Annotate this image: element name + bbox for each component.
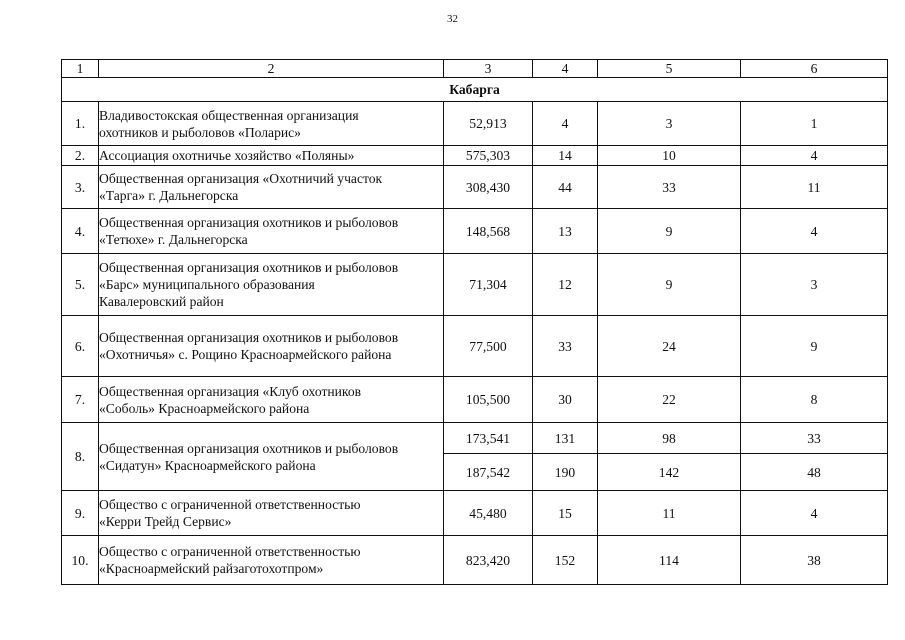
cell-col4: 12 bbox=[533, 254, 598, 316]
organization-name bbox=[99, 377, 444, 423]
name-line: Общественная организация охотников и рыболовов bbox=[99, 440, 399, 456]
column-header: 1 bbox=[62, 60, 99, 78]
name-line: охотников и рыболовов «Поларис» bbox=[99, 124, 301, 140]
organization-name bbox=[99, 316, 444, 377]
cell-col3: 173,541 bbox=[444, 423, 533, 454]
name-line: Общественная организация охотников и рыболовов bbox=[99, 330, 399, 345]
cell-col4: 14 bbox=[533, 146, 598, 166]
row-number: 4. bbox=[62, 209, 99, 254]
cell-col4: 33 bbox=[533, 316, 598, 377]
name-line: «Красноармейский райзаготохотпром» bbox=[99, 561, 324, 576]
name-line: «Охотничья» с. Рощино Красноармейского района bbox=[99, 347, 392, 362]
cell-col4: 4 bbox=[533, 102, 598, 146]
cell-col3: 45,480 bbox=[444, 491, 533, 536]
name-line: «Тарга» г. Дальнегорска bbox=[99, 188, 239, 203]
table-row bbox=[62, 423, 888, 454]
table-header-row bbox=[62, 60, 888, 78]
cell-col3: 187,542 bbox=[444, 454, 533, 491]
cell-col5: 3 bbox=[598, 102, 741, 146]
column-header: 4 bbox=[533, 60, 598, 78]
name-line: Общественная организация охотников и рыболовов bbox=[99, 260, 399, 275]
name-line: «Сидатун» Красноармейского района bbox=[99, 457, 316, 473]
row-number: 10. bbox=[62, 536, 99, 585]
row-number: 7. bbox=[62, 377, 99, 423]
page-number: 32 bbox=[447, 13, 458, 25]
row-number: 1. bbox=[62, 102, 99, 146]
table-row bbox=[62, 491, 888, 536]
cell-col5: 11 bbox=[598, 491, 741, 536]
cell-col6: 11 bbox=[741, 166, 888, 209]
cell-col6: 33 bbox=[741, 423, 888, 454]
cell-col6: 4 bbox=[741, 491, 888, 536]
cell-col5: 9 bbox=[598, 209, 741, 254]
cell-col3: 823,420 bbox=[444, 536, 533, 585]
name-line: «Соболь» Красноармейского района bbox=[99, 400, 310, 416]
name-line: Общество с ограниченной ответственностью bbox=[99, 544, 361, 559]
column-header: 2 bbox=[99, 60, 444, 78]
name-line: «Тетюхе» г. Дальнегорска bbox=[99, 232, 248, 247]
table-row bbox=[62, 102, 888, 146]
table-row bbox=[62, 377, 888, 423]
table-row bbox=[62, 146, 888, 166]
table-row bbox=[62, 209, 888, 254]
cell-col6: 4 bbox=[741, 146, 888, 166]
cell-col6: 38 bbox=[741, 536, 888, 585]
row-number: 5. bbox=[62, 254, 99, 316]
name-line: «Керри Трейд Сервис» bbox=[99, 514, 232, 529]
cell-col5: 98 bbox=[598, 423, 741, 454]
row-number: 2. bbox=[62, 146, 99, 166]
cell-col5: 9 bbox=[598, 254, 741, 316]
cell-col6: 8 bbox=[741, 377, 888, 423]
row-number: 3. bbox=[62, 166, 99, 209]
cell-col5: 22 bbox=[598, 377, 741, 423]
row-number: 6. bbox=[62, 316, 99, 377]
table-row bbox=[62, 536, 888, 585]
cell-col3: 575,303 bbox=[444, 146, 533, 166]
organization-name bbox=[99, 491, 444, 536]
table-row bbox=[62, 316, 888, 377]
section-row bbox=[62, 78, 888, 102]
organization-name bbox=[99, 166, 444, 209]
cell-col4: 13 bbox=[533, 209, 598, 254]
row-number: 8. bbox=[62, 423, 99, 491]
table-row bbox=[62, 254, 888, 316]
section-title: Кабарга bbox=[62, 78, 888, 102]
column-header: 5 bbox=[598, 60, 741, 78]
organization-name bbox=[99, 209, 444, 254]
organization-name bbox=[99, 536, 444, 585]
cell-col5: 142 bbox=[598, 454, 741, 491]
cell-col6: 9 bbox=[741, 316, 888, 377]
cell-col5: 10 bbox=[598, 146, 741, 166]
name-line: Общественная организация «Охотничий участок bbox=[99, 171, 383, 186]
organization-name bbox=[99, 102, 444, 146]
name-line: Общественная организация охотников и рыболовов bbox=[99, 215, 399, 230]
cell-col5: 24 bbox=[598, 316, 741, 377]
organization-name bbox=[99, 146, 444, 166]
organization-name bbox=[99, 254, 444, 316]
cell-col3: 105,500 bbox=[444, 377, 533, 423]
cell-col4: 15 bbox=[533, 491, 598, 536]
name-line: Общество с ограниченной ответственностью bbox=[99, 497, 361, 512]
name-line: Ассоциация охотничье хозяйство «Поляны» bbox=[99, 148, 355, 163]
cell-col3: 71,304 bbox=[444, 254, 533, 316]
cell-col5: 33 bbox=[598, 166, 741, 209]
cell-col6: 1 bbox=[741, 102, 888, 146]
cell-col6: 48 bbox=[741, 454, 888, 491]
cell-col3: 148,568 bbox=[444, 209, 533, 254]
cell-col4: 44 bbox=[533, 166, 598, 209]
cell-col3: 52,913 bbox=[444, 102, 533, 146]
name-line: Владивостокская общественная организация bbox=[99, 107, 359, 123]
cell-col4: 131 bbox=[533, 423, 598, 454]
column-header: 6 bbox=[741, 60, 888, 78]
cell-col6: 3 bbox=[741, 254, 888, 316]
cell-col6: 4 bbox=[741, 209, 888, 254]
cell-col5: 114 bbox=[598, 536, 741, 585]
data-table bbox=[61, 59, 888, 585]
cell-col4: 152 bbox=[533, 536, 598, 585]
table-row bbox=[62, 166, 888, 209]
organization-name bbox=[99, 423, 444, 491]
name-line: «Барс» муниципального образования bbox=[99, 277, 315, 292]
cell-col3: 77,500 bbox=[444, 316, 533, 377]
column-header: 3 bbox=[444, 60, 533, 78]
cell-col3: 308,430 bbox=[444, 166, 533, 209]
cell-col4: 190 bbox=[533, 454, 598, 491]
cell-col4: 30 bbox=[533, 377, 598, 423]
row-number: 9. bbox=[62, 491, 99, 536]
name-line: Общественная организация «Клуб охотников bbox=[99, 383, 362, 399]
name-line: Кавалеровский район bbox=[99, 294, 224, 309]
